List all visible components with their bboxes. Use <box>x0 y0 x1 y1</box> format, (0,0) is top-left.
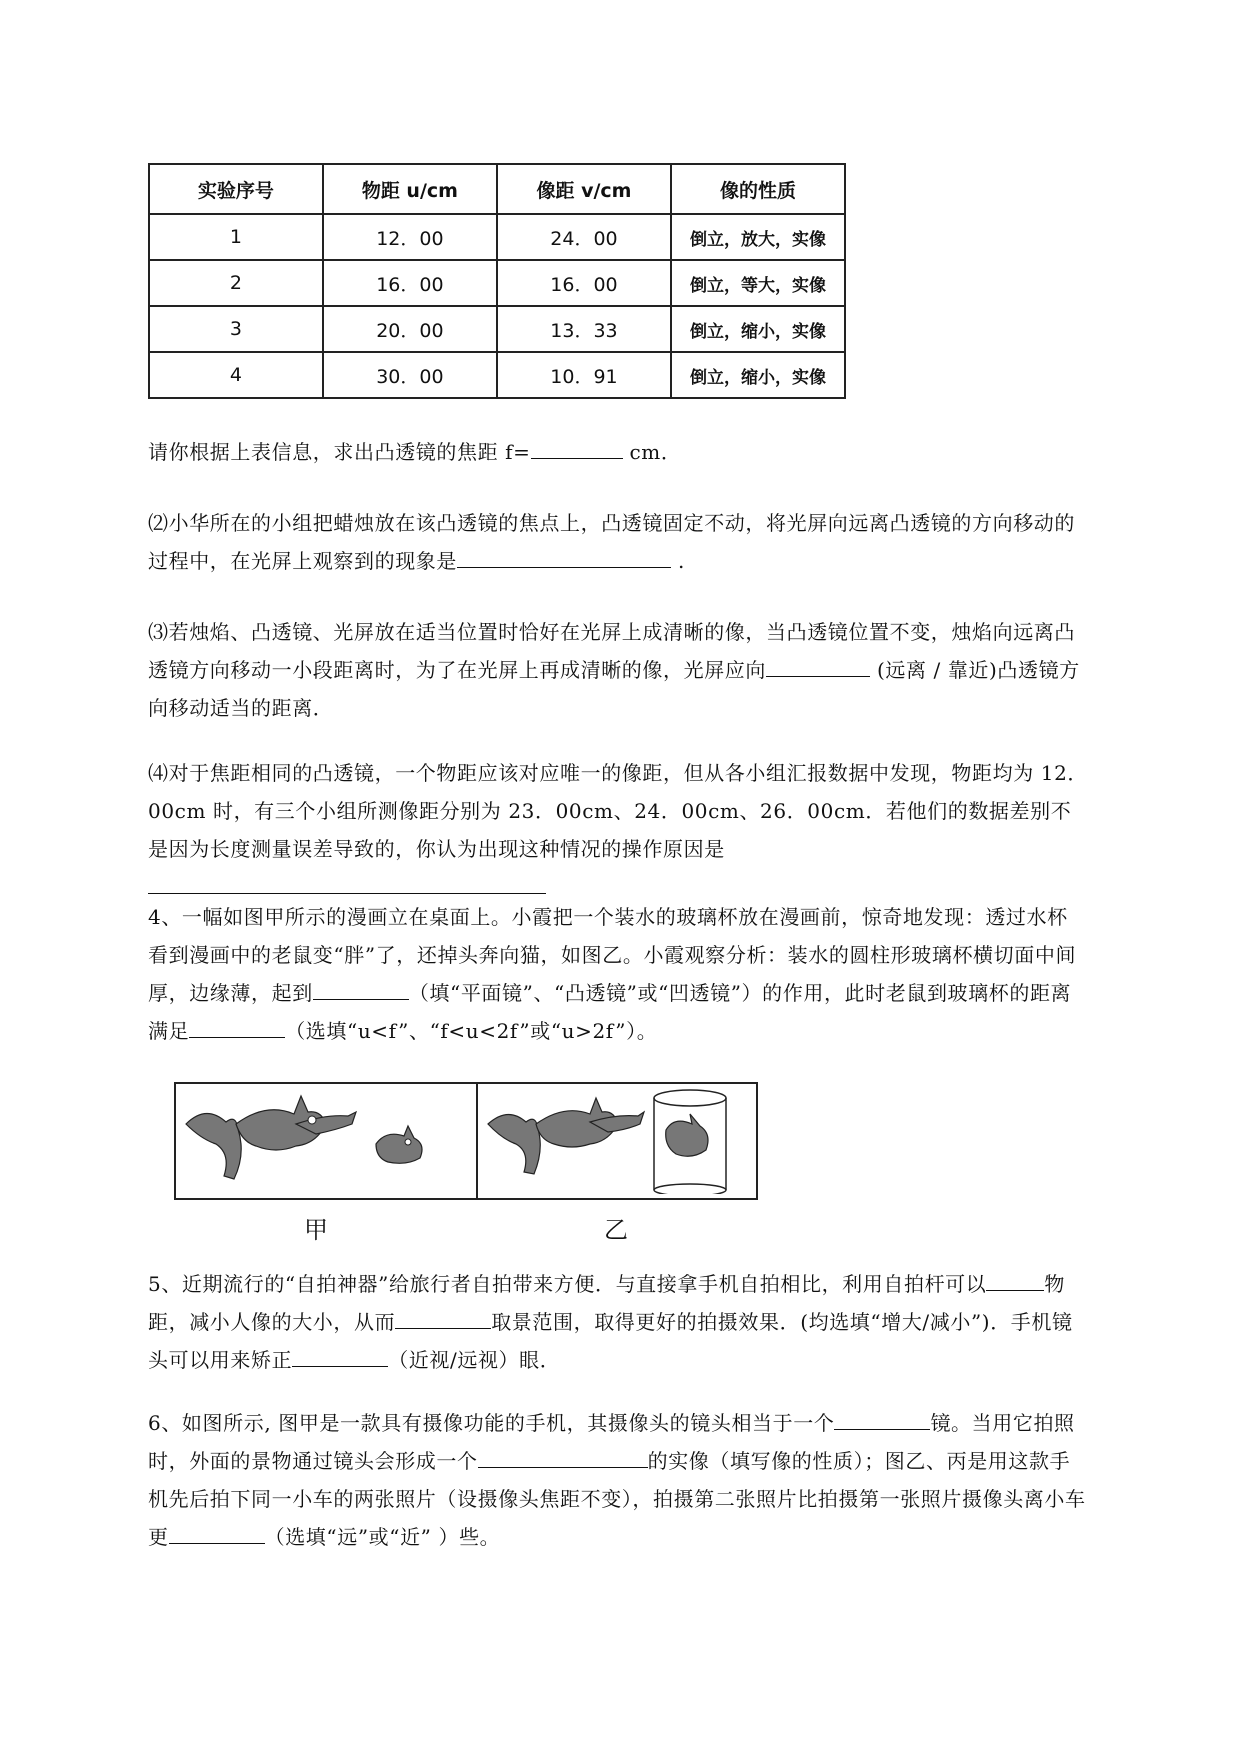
text-segment: 请你根据上表信息，求出凸透镜的焦距 f= <box>148 440 531 464</box>
table-header: 实验序号 <box>149 164 323 214</box>
question-6-text <box>148 1404 1088 1556</box>
table-header: 物距 u/cm <box>323 164 497 214</box>
text-segment: 4、一幅如图甲所示的漫画立在桌面上。小霞把一个装水的玻璃杯放在漫画前，惊奇地发现：透过水杯看到漫画中的老鼠变“胖”了，还掉头奔向猫，如图乙。小霞观察分析：装水的圆柱形玻璃杯横切面中间厚，边缘薄，起到 <box>148 905 1077 1005</box>
table-header: 像距 v/cm <box>497 164 671 214</box>
table-cell: 3 <box>149 306 323 352</box>
text-segment: ⑵小华所在的小组把蜡烛放在该凸透镜的焦点上，凸透镜固定不动，将光屏向远离凸透镜的方向移动的过程中，在光屏上观察到的现象是 <box>148 511 1075 573</box>
table-cell: 12．00 <box>323 214 497 260</box>
answer-blank[interactable] <box>169 1519 265 1544</box>
table-cell: 20．00 <box>323 306 497 352</box>
table-cell: 24．00 <box>497 214 671 260</box>
question-4-text <box>148 898 1088 1050</box>
question-1-text <box>148 433 1088 471</box>
answer-blank[interactable] <box>189 1013 285 1038</box>
answer-blank[interactable] <box>148 869 546 894</box>
text-segment: 镜。当用它拍照时，外面的景物通过镜头会形成一个 <box>148 1411 1075 1473</box>
text-segment: 物距，减小人像的大小，从而 <box>148 1272 1065 1334</box>
table-cell: 10．91 <box>497 352 671 398</box>
text-segment: 6、如图所示, 图甲是一款具有摄像功能的手机，其摄像头的镜头相当于一个 <box>148 1411 835 1435</box>
text-segment: (远离 / 靠近)凸透镜方向移动适当的距离． <box>148 658 1080 720</box>
table-cell: 1 <box>149 214 323 260</box>
answer-blank[interactable] <box>457 543 671 568</box>
text-segment: ⑶若烛焰、凸透镜、光屏放在适当位置时恰好在光屏上成清晰的像，当凸透镜位置不变，烛焰向远离凸透镜方向移动一小段距离时，为了在光屏上再成清晰的像，光屏应向 <box>148 620 1075 682</box>
answer-blank[interactable] <box>834 1405 930 1430</box>
table-cell: 16．00 <box>497 260 671 306</box>
table-row <box>149 306 845 352</box>
figure-panel-b <box>476 1082 758 1200</box>
question-4-sub-text <box>148 754 1088 906</box>
table-cell: 倒立，放大，实像 <box>671 214 845 260</box>
table-cell: 倒立，缩小，实像 <box>671 352 845 398</box>
figure-label-a: 甲 <box>304 1216 328 1244</box>
experiment-table <box>148 163 846 399</box>
answer-blank[interactable] <box>292 1342 388 1367</box>
table-cell: 4 <box>149 352 323 398</box>
figure-panel-a <box>174 1082 480 1200</box>
answer-blank[interactable] <box>313 975 409 1000</box>
table-header: 像的性质 <box>671 164 845 214</box>
text-segment: 取景范围，取得更好的拍摄效果．(均选填“增大/减小”)．手机镜头可以用来矫正 <box>148 1310 1073 1372</box>
text-segment: 5、近期流行的“自拍神器”给旅行者自拍带来方便．与直接拿手机自拍相比，利用自拍杆可以 <box>148 1272 987 1296</box>
answer-blank[interactable] <box>478 1443 648 1468</box>
cartoon-figure <box>174 1082 756 1244</box>
text-segment: （选填“远”或“近” ）些。 <box>264 1525 501 1549</box>
table-cell: 2 <box>149 260 323 306</box>
text-segment: . <box>671 549 685 573</box>
question-5-text <box>148 1265 1088 1379</box>
table-cell: 13．33 <box>497 306 671 352</box>
text-segment: （近视/远视）眼． <box>388 1348 561 1372</box>
text-segment: ⑷对于焦距相同的凸透镜，一个物距应该对应唯一的像距，但从各小组汇报数据中发现，物距均为 12．00cm 时，有三个小组所测像距分别为 23．00cm、24．00cm、26．00cm．若他们的数据差别不是因为长度测量误差导致的，你认为出现这种情况的操作原因是 <box>148 761 1089 861</box>
table-cell: 倒立，缩小，实像 <box>671 306 845 352</box>
text-segment: （填“平面镜”、“凸透镜”或“凹透镜”）的作用，此时老鼠到玻璃杯的距离满足 <box>148 981 1072 1043</box>
figure-label-b: 乙 <box>604 1216 628 1244</box>
answer-blank[interactable] <box>395 1304 491 1329</box>
answer-blank[interactable] <box>531 434 623 459</box>
table-row <box>149 214 845 260</box>
text-segment: cm． <box>622 440 682 464</box>
cat-mouse-glass-icon <box>478 1084 752 1194</box>
text-segment: 的实像（填写像的性质）；图乙、丙是用这款手机先后拍下同一小车的两张照片（设摄像头焦距不变），拍摄第二张照片比拍摄第一张照片摄像头离小车更 <box>148 1449 1086 1549</box>
answer-blank[interactable] <box>986 1266 1044 1291</box>
table-row <box>149 352 845 398</box>
table-cell: 16．00 <box>323 260 497 306</box>
question-2-text <box>148 504 1088 580</box>
table-cell: 倒立，等大，实像 <box>671 260 845 306</box>
question-3-text <box>148 613 1088 727</box>
table-cell: 30．00 <box>323 352 497 398</box>
cat-mouse-icon <box>176 1084 474 1194</box>
table-header-row <box>149 164 845 214</box>
answer-blank[interactable] <box>766 652 870 677</box>
table-row <box>149 260 845 306</box>
text-segment: （选填“u<f”、“f<u<2f”或“u>2f”）。 <box>285 1019 658 1043</box>
